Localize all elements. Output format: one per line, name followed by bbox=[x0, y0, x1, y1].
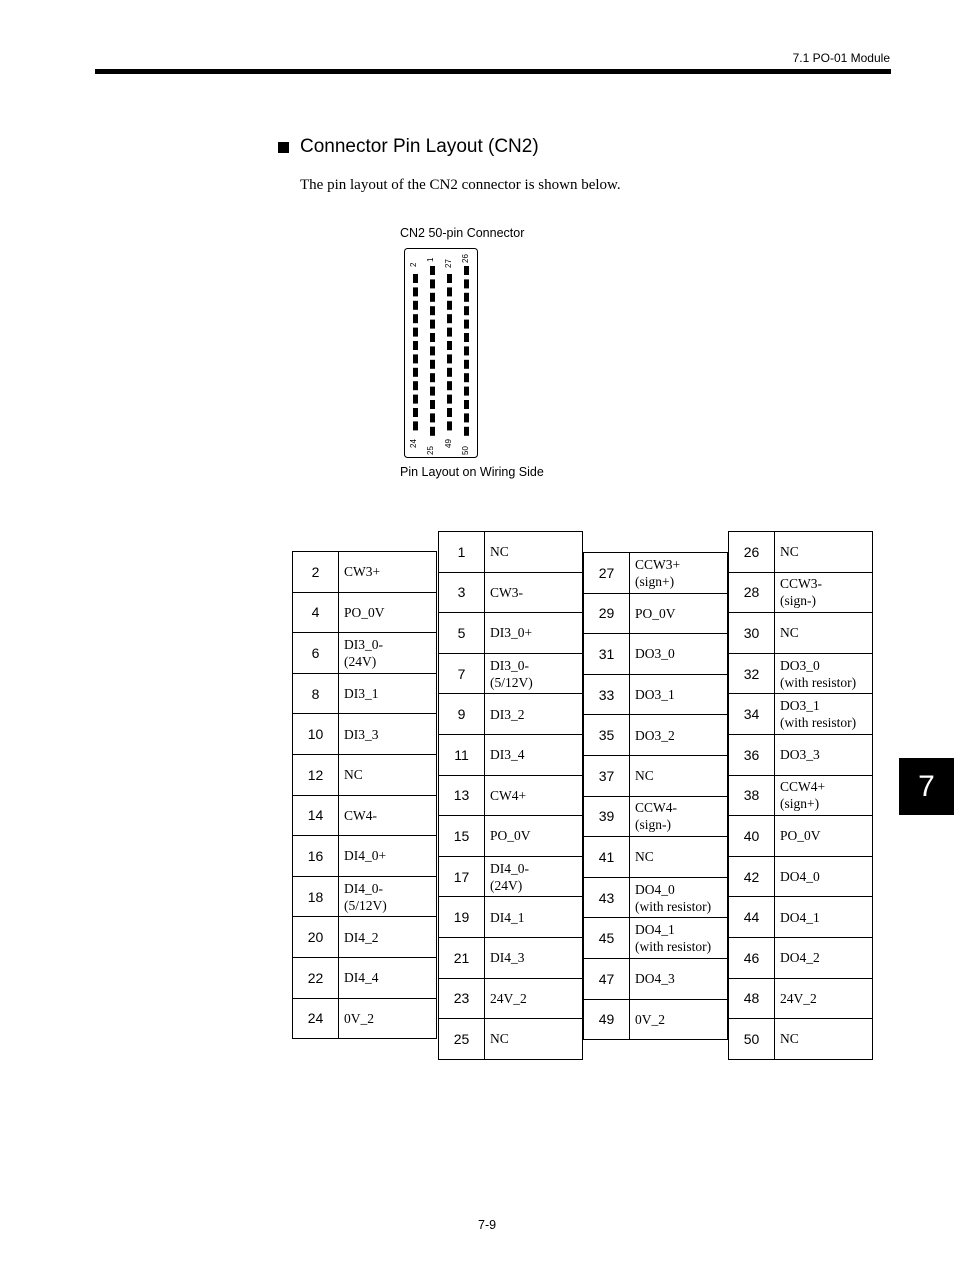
pin-row bbox=[293, 673, 436, 714]
connector-bottom-label: 50 bbox=[461, 446, 470, 455]
pin-signal: CW3- bbox=[490, 584, 523, 600]
pin-number: 25 bbox=[439, 1019, 485, 1059]
pin-signal: 24V_2 bbox=[490, 990, 527, 1006]
pin-row bbox=[729, 693, 872, 734]
connector-pin bbox=[413, 395, 418, 404]
pin-number: 41 bbox=[584, 837, 630, 877]
connector-pin bbox=[464, 373, 469, 382]
connector-pin bbox=[464, 413, 469, 422]
pin-number: 1 bbox=[439, 532, 485, 572]
pin-row bbox=[293, 957, 436, 998]
pin-number: 20 bbox=[293, 917, 339, 957]
connector-pin bbox=[430, 333, 435, 342]
pin-signal: DO3_0 (with resistor) bbox=[780, 657, 857, 690]
connector-pin bbox=[413, 421, 418, 430]
pin-signal: 0V_2 bbox=[635, 1011, 665, 1027]
connector-bottom-label: 24 bbox=[409, 439, 418, 448]
pin-row bbox=[729, 937, 872, 978]
pin-signal: DO4_0 (with resistor) bbox=[635, 881, 712, 914]
connector-pin bbox=[430, 373, 435, 382]
pin-row bbox=[293, 795, 436, 836]
pin-table-column bbox=[583, 552, 728, 1040]
pin-row bbox=[584, 836, 727, 877]
pin-row bbox=[584, 674, 727, 715]
pin-signal: DI4_0- (24V) bbox=[490, 860, 529, 893]
connector-pin bbox=[413, 368, 418, 377]
connector-pin bbox=[413, 287, 418, 296]
pin-signal: CW4+ bbox=[490, 787, 527, 803]
connector-title: CN2 50-pin Connector bbox=[400, 226, 525, 240]
pin-row bbox=[439, 815, 582, 856]
connector-pin bbox=[413, 381, 418, 390]
pin-row bbox=[439, 896, 582, 937]
connector-pin bbox=[430, 387, 435, 396]
pin-number: 33 bbox=[584, 675, 630, 715]
pin-signal: 0V_2 bbox=[344, 1010, 374, 1026]
pin-row bbox=[729, 1018, 872, 1059]
connector-pin bbox=[464, 346, 469, 355]
connector-pins bbox=[413, 266, 469, 436]
pin-table-column bbox=[292, 551, 437, 1039]
pin-row bbox=[293, 916, 436, 957]
connector-pin bbox=[413, 301, 418, 310]
pin-row bbox=[584, 999, 727, 1040]
page-number: 7-9 bbox=[478, 1218, 497, 1232]
pin-row bbox=[584, 958, 727, 999]
pin-row bbox=[729, 856, 872, 897]
pin-signal: DO3_0 bbox=[635, 646, 675, 662]
pin-signal: DO4_1 bbox=[780, 909, 820, 925]
pin-signal: DI3_3 bbox=[344, 726, 379, 742]
connector-pin bbox=[430, 360, 435, 369]
pin-number: 40 bbox=[729, 816, 775, 856]
pin-number: 38 bbox=[729, 776, 775, 816]
pin-signal: PO_0V bbox=[635, 605, 676, 621]
pin-row bbox=[439, 1018, 582, 1059]
connector-pin bbox=[464, 400, 469, 409]
connector-pin bbox=[447, 274, 452, 283]
pin-row bbox=[293, 835, 436, 876]
connector-pin bbox=[447, 314, 452, 323]
pin-number: 22 bbox=[293, 958, 339, 998]
pin-number: 6 bbox=[293, 633, 339, 673]
pin-signal: NC bbox=[344, 767, 363, 783]
connector-pin bbox=[447, 381, 452, 390]
pin-number: 8 bbox=[293, 674, 339, 714]
chapter-tab: 7 bbox=[899, 758, 954, 815]
connector-pin bbox=[447, 408, 452, 417]
connector-pin bbox=[464, 320, 469, 329]
connector-pin bbox=[464, 279, 469, 288]
pin-signal: NC bbox=[780, 625, 799, 641]
pin-signal: DI4_4 bbox=[344, 970, 379, 986]
pin-number: 31 bbox=[584, 634, 630, 674]
connector-pin bbox=[413, 354, 418, 363]
pin-number: 49 bbox=[584, 1000, 630, 1040]
pin-number: 7 bbox=[439, 654, 485, 694]
pin-row bbox=[729, 978, 872, 1019]
connector-pin bbox=[447, 354, 452, 363]
pin-signal: CCW3- (sign-) bbox=[780, 576, 822, 609]
pin-number: 43 bbox=[584, 878, 630, 918]
pin-row bbox=[729, 734, 872, 775]
pin-number: 17 bbox=[439, 857, 485, 897]
pin-number: 3 bbox=[439, 573, 485, 613]
pin-signal: NC bbox=[635, 849, 654, 865]
connector-pin bbox=[413, 274, 418, 283]
pin-row bbox=[729, 531, 872, 572]
pin-signal: DI3_1 bbox=[344, 686, 379, 702]
pin-signal: DO3_1 (with resistor) bbox=[780, 698, 857, 731]
pin-signal: DI3_0+ bbox=[490, 625, 533, 641]
pin-signal: DI4_1 bbox=[490, 909, 525, 925]
pin-row bbox=[584, 877, 727, 918]
connector-pin bbox=[430, 320, 435, 329]
pin-row bbox=[729, 612, 872, 653]
pin-number: 35 bbox=[584, 715, 630, 755]
pin-signal: 24V_2 bbox=[780, 990, 817, 1006]
connector-pin bbox=[430, 427, 435, 436]
pin-signal: NC bbox=[635, 768, 654, 784]
connector-pin bbox=[430, 266, 435, 275]
pin-row bbox=[439, 775, 582, 816]
pin-signal: DO3_1 bbox=[635, 687, 675, 703]
pin-signal: CW4- bbox=[344, 807, 377, 823]
pin-number: 30 bbox=[729, 613, 775, 653]
pin-row bbox=[584, 633, 727, 674]
pin-number: 2 bbox=[293, 552, 339, 592]
connector-pin bbox=[447, 341, 452, 350]
pin-number: 19 bbox=[439, 897, 485, 937]
section-heading bbox=[278, 136, 539, 158]
pin-signal: CCW3+ (sign+) bbox=[635, 556, 681, 589]
pin-signal: PO_0V bbox=[490, 828, 531, 844]
pin-row bbox=[729, 775, 872, 816]
pin-table-column bbox=[438, 531, 583, 1060]
pin-number: 9 bbox=[439, 694, 485, 734]
pin-signal: DO4_1 (with resistor) bbox=[635, 922, 712, 955]
pin-signal: DO4_2 bbox=[780, 950, 820, 966]
connector-top-label: 1 bbox=[426, 257, 435, 262]
pin-row bbox=[293, 998, 436, 1039]
pin-number: 48 bbox=[729, 979, 775, 1019]
connector-pin bbox=[413, 408, 418, 417]
pin-signal: DI3_2 bbox=[490, 706, 525, 722]
pin-signal: CCW4- (sign-) bbox=[635, 800, 677, 833]
pin-signal: DO4_3 bbox=[635, 971, 675, 987]
connector-pin bbox=[430, 346, 435, 355]
pin-number: 34 bbox=[729, 694, 775, 734]
connector-pin bbox=[430, 293, 435, 302]
pin-number: 50 bbox=[729, 1019, 775, 1059]
pin-signal: NC bbox=[490, 544, 509, 560]
pin-row bbox=[729, 572, 872, 613]
pin-row bbox=[729, 815, 872, 856]
connector-pin bbox=[464, 306, 469, 315]
pin-number: 13 bbox=[439, 776, 485, 816]
connector-pin bbox=[464, 360, 469, 369]
pin-number: 42 bbox=[729, 857, 775, 897]
pin-signal: CCW4+ (sign+) bbox=[780, 779, 826, 812]
pin-number: 28 bbox=[729, 573, 775, 613]
pin-signal: NC bbox=[780, 544, 799, 560]
pin-row bbox=[584, 917, 727, 958]
connector-bottom-label: 49 bbox=[444, 439, 453, 448]
connector-pin bbox=[447, 301, 452, 310]
pin-row bbox=[439, 693, 582, 734]
pin-row bbox=[439, 937, 582, 978]
connector-pin bbox=[464, 427, 469, 436]
connector-top-label: 2 bbox=[409, 262, 418, 267]
pin-number: 11 bbox=[439, 735, 485, 775]
pin-number: 15 bbox=[439, 816, 485, 856]
pin-signal: NC bbox=[780, 1031, 799, 1047]
pin-row bbox=[584, 755, 727, 796]
pin-row bbox=[729, 896, 872, 937]
connector-pin bbox=[430, 400, 435, 409]
header-rule bbox=[95, 69, 891, 74]
pin-row bbox=[439, 612, 582, 653]
pin-number: 32 bbox=[729, 654, 775, 694]
connector-top-label: 26 bbox=[461, 254, 470, 263]
pin-row bbox=[439, 856, 582, 897]
pin-number: 10 bbox=[293, 714, 339, 754]
pin-signal: NC bbox=[490, 1031, 509, 1047]
pin-row bbox=[293, 632, 436, 673]
connector-pin bbox=[413, 328, 418, 337]
connector-pin bbox=[464, 387, 469, 396]
pin-signal: DI3_0- (24V) bbox=[344, 636, 383, 669]
pin-row bbox=[439, 734, 582, 775]
connector-pin bbox=[430, 306, 435, 315]
pin-row bbox=[584, 593, 727, 634]
pin-signal: DI4_0+ bbox=[344, 848, 387, 864]
pin-number: 18 bbox=[293, 877, 339, 917]
pin-number: 45 bbox=[584, 918, 630, 958]
intro-text: The pin layout of the CN2 connector is shown below. bbox=[300, 177, 621, 193]
pin-row bbox=[293, 876, 436, 917]
pin-row bbox=[439, 572, 582, 613]
connector-top-label: 27 bbox=[444, 259, 453, 268]
pin-row bbox=[584, 552, 727, 593]
pin-number: 5 bbox=[439, 613, 485, 653]
connector-pin bbox=[447, 368, 452, 377]
pin-table-column bbox=[728, 531, 873, 1060]
pin-number: 24 bbox=[293, 999, 339, 1039]
connector-pin bbox=[447, 421, 452, 430]
pin-number: 21 bbox=[439, 938, 485, 978]
pin-signal: DI4_3 bbox=[490, 950, 525, 966]
pin-signal: DI3_0- (5/12V) bbox=[490, 657, 533, 690]
pin-number: 4 bbox=[293, 593, 339, 633]
pin-number: 37 bbox=[584, 756, 630, 796]
connector-pin bbox=[464, 266, 469, 275]
pin-row bbox=[293, 592, 436, 633]
pin-number: 23 bbox=[439, 979, 485, 1019]
pin-row bbox=[293, 551, 436, 592]
connector-pin bbox=[413, 314, 418, 323]
connector-pin bbox=[430, 279, 435, 288]
pin-row bbox=[439, 653, 582, 694]
connector-caption: Pin Layout on Wiring Side bbox=[400, 465, 544, 479]
pin-number: 16 bbox=[293, 836, 339, 876]
connector-pin bbox=[413, 341, 418, 350]
pin-row bbox=[439, 978, 582, 1019]
pin-signal: DI3_4 bbox=[490, 747, 525, 763]
pin-number: 29 bbox=[584, 594, 630, 634]
pin-signal: PO_0V bbox=[780, 828, 821, 844]
connector-pin bbox=[447, 328, 452, 337]
pin-number: 12 bbox=[293, 755, 339, 795]
connector-bottom-label: 25 bbox=[426, 446, 435, 455]
pin-signal: DI4_2 bbox=[344, 929, 379, 945]
pin-number: 46 bbox=[729, 938, 775, 978]
pin-row bbox=[584, 796, 727, 837]
pin-number: 26 bbox=[729, 532, 775, 572]
pin-row bbox=[439, 531, 582, 572]
pin-signal: DO4_0 bbox=[780, 869, 820, 885]
connector-pin bbox=[430, 413, 435, 422]
pin-number: 14 bbox=[293, 796, 339, 836]
pin-number: 47 bbox=[584, 959, 630, 999]
heading-title: Connector Pin Layout (CN2) bbox=[300, 136, 539, 157]
pin-signal: PO_0V bbox=[344, 604, 385, 620]
pin-row bbox=[729, 653, 872, 694]
pin-number: 36 bbox=[729, 735, 775, 775]
connector-pin bbox=[464, 333, 469, 342]
section-header: 7.1 PO-01 Module bbox=[792, 51, 890, 65]
square-bullet-icon bbox=[278, 142, 289, 153]
pin-number: 39 bbox=[584, 797, 630, 837]
connector-pin bbox=[447, 287, 452, 296]
connector-pin bbox=[464, 293, 469, 302]
connector-pin bbox=[447, 395, 452, 404]
pin-row bbox=[293, 713, 436, 754]
pin-number: 44 bbox=[729, 897, 775, 937]
pin-number: 27 bbox=[584, 553, 630, 593]
pin-signal: DO3_2 bbox=[635, 727, 675, 743]
pin-row bbox=[293, 754, 436, 795]
pin-signal: CW3+ bbox=[344, 564, 381, 580]
connector-diagram bbox=[404, 248, 478, 458]
pin-signal: DI4_0- (5/12V) bbox=[344, 880, 387, 913]
pin-row bbox=[584, 714, 727, 755]
pin-signal: DO3_3 bbox=[780, 747, 820, 763]
